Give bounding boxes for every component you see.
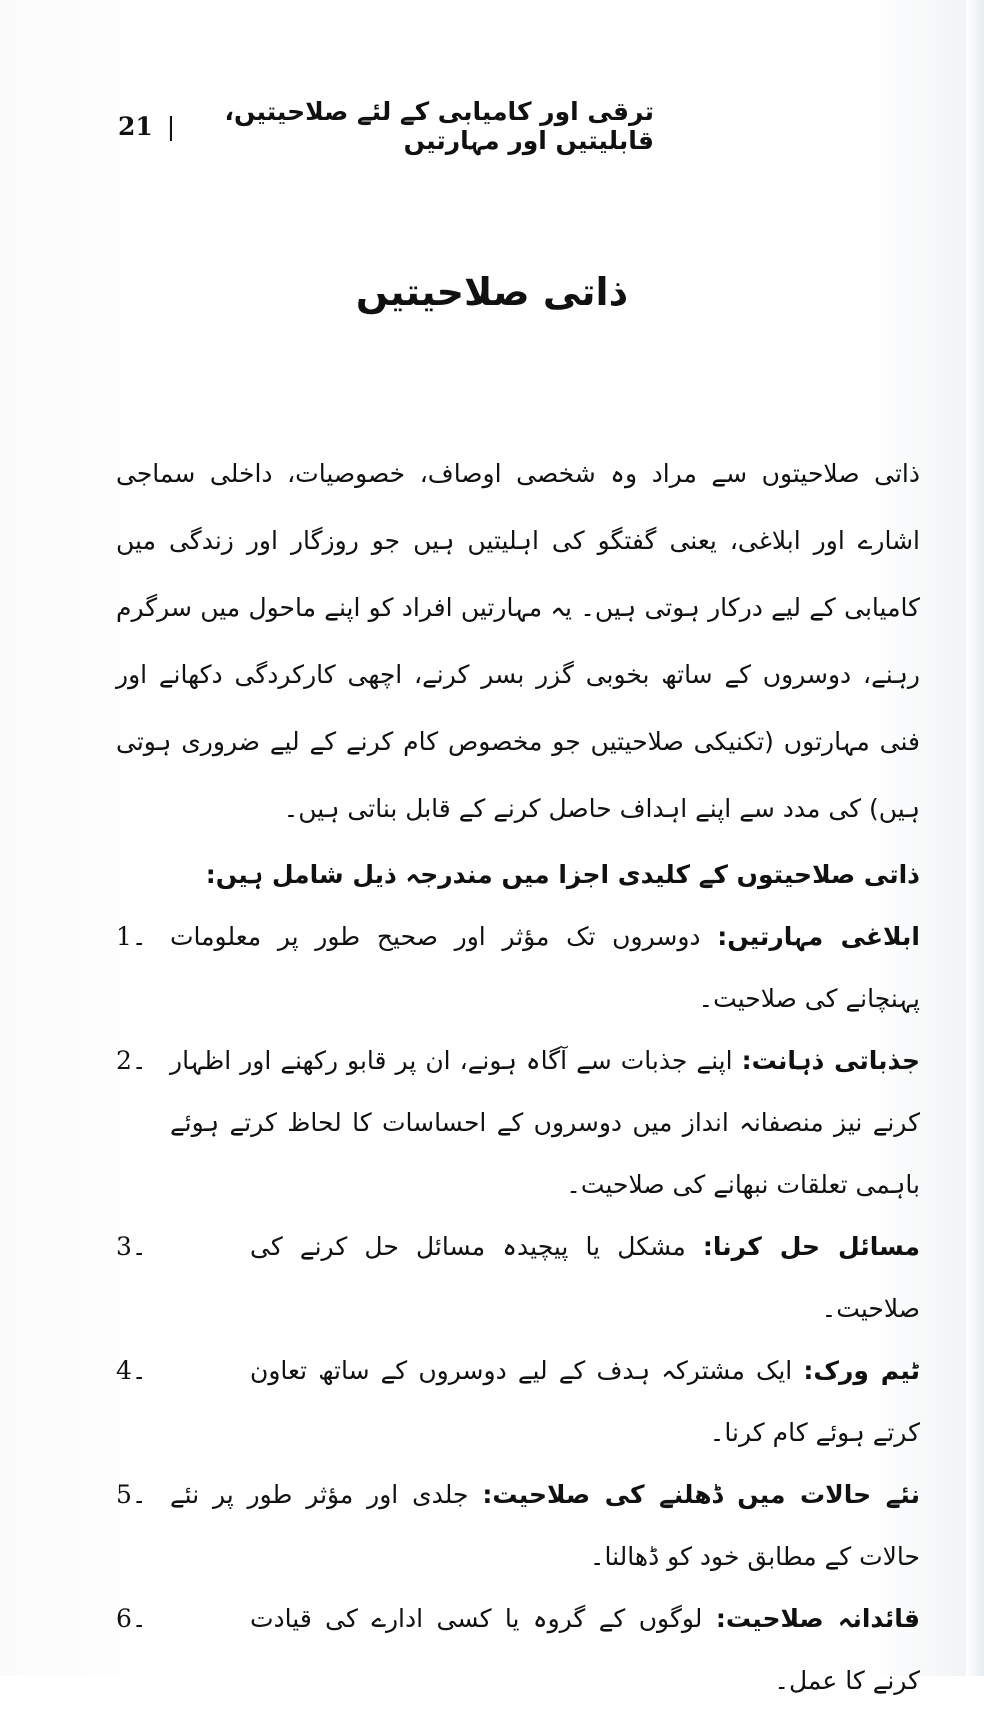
item-number: 3۔ — [116, 1232, 147, 1261]
list-item — [116, 906, 920, 1030]
components-list — [116, 906, 920, 1712]
item-term: ابلاغی مہارتیں: — [717, 922, 920, 951]
item-term: جذباتی ذہانت: — [741, 1046, 920, 1075]
item-term: نئے حالات میں ڈھلنے کی صلاحیت: — [482, 1480, 920, 1509]
page-body — [116, 440, 920, 1712]
list-item — [116, 1588, 920, 1712]
page-edge-shadow — [966, 0, 984, 1676]
list-item — [116, 1030, 920, 1216]
list-item — [116, 1464, 920, 1588]
item-text: اپنے جذبات سے آگاہ ہونے، ان پر قابو رکھنے اور اظہار کرنے نیز منصفانہ انداز میں دوسروں کے احساسات کا لحاظ کرتے ہوئے باہمی تعلقات نبھانے کی صلاحیت۔ — [170, 1046, 920, 1199]
item-text: مشکل یا پیچیدہ مسائل حل کرنے کی صلاحیت۔ — [250, 1232, 920, 1323]
chapter-heading: ذاتی صلاحیتیں — [355, 270, 629, 314]
item-text: دوسروں تک مؤثر اور صحیح طور پر معلومات پہنچانے کی صلاحیت۔ — [170, 922, 920, 1013]
running-title: ترقی اور کامیابی کے لئے صلاحیتیں، قابلیتیں اور مہارتیں — [224, 97, 654, 155]
running-header — [118, 97, 654, 155]
components-heading: ذاتی صلاحیتوں کے کلیدی اجزا میں مندرجہ ذیل شامل ہیں: — [205, 860, 920, 889]
item-number: 6۔ — [116, 1604, 147, 1633]
header-separator: | — [166, 111, 176, 141]
page-number: 21 — [118, 111, 153, 141]
item-number: 4۔ — [116, 1356, 147, 1385]
item-term: مسائل حل کرنا: — [702, 1232, 920, 1261]
item-text: ایک مشترکہ ہدف کے لیے دوسروں کے ساتھ تعاون کرتے ہوئے کام کرنا۔ — [250, 1356, 920, 1447]
item-number: 1۔ — [116, 922, 147, 951]
item-term: قائدانہ صلاحیت: — [715, 1604, 921, 1633]
list-item — [116, 1216, 920, 1340]
intro-paragraph: ذاتی صلاحیتوں سے مراد وہ شخصی اوصاف، خصوصیات، داخلی سماجی اشارے اور ابلاغی، یعنی گفتگو کی اہلیتیں ہیں جو روزگار اور زندگی میں کامیابی کے لیے درکار ہوتی ہیں۔ یہ مہارتیں افراد کو اپنے ماحول میں سرگرم رہنے، دوسروں کے ساتھ بخوبی گزر بسر کرنے، اچھی کارکردگی دکھانے اور فنی مہارتوں (تکنیکی صلاحیتیں جو مخصوص کام کرنے کے لیے ضروری ہوتی ہیں) کی مدد سے اپنے اہداف حاصل کرنے کے قابل بناتی ہیں۔ — [116, 459, 920, 823]
list-item — [116, 1340, 920, 1464]
item-number: 5۔ — [116, 1480, 147, 1509]
item-text: جلدی اور مؤثر طور پر نئے حالات کے مطابق خود کو ڈھالنا۔ — [170, 1480, 920, 1571]
item-text: لوگوں کے گروہ یا کسی ادارے کی قیادت کرنے کا عمل۔ — [250, 1604, 920, 1695]
item-term: ٹیم ورک: — [803, 1356, 920, 1385]
item-number: 2۔ — [116, 1046, 147, 1075]
